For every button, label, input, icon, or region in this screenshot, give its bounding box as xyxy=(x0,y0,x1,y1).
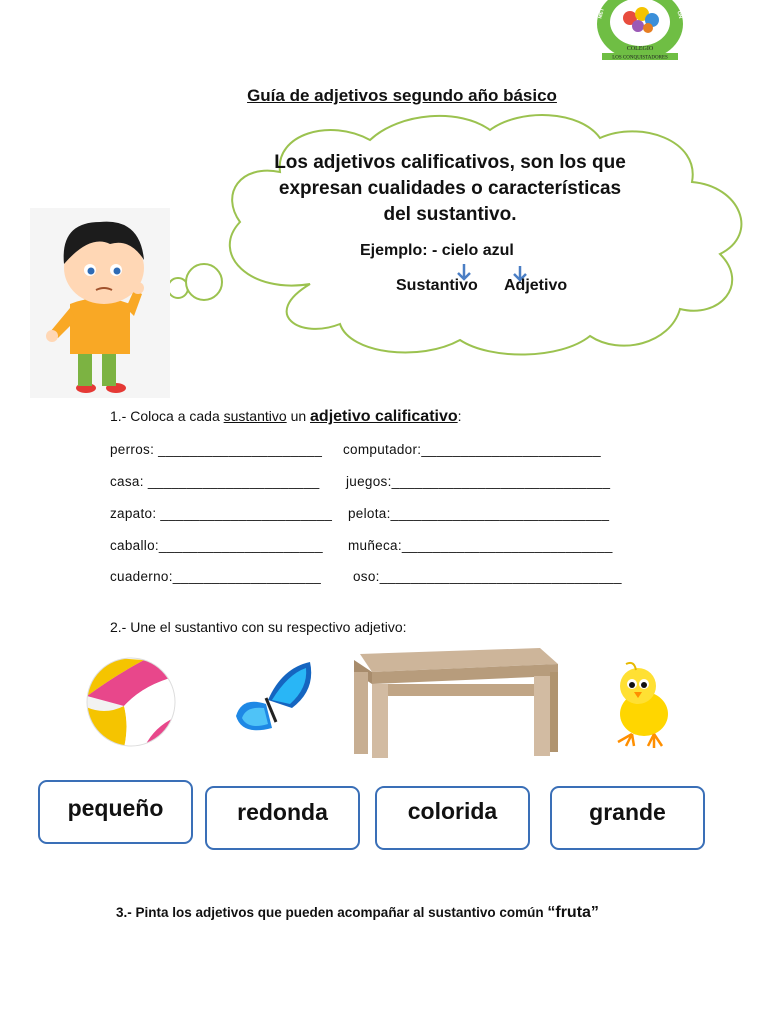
page-title: Guía de adjetivos segundo año básico xyxy=(247,86,557,105)
label-sustantivo: Sustantivo xyxy=(396,277,478,294)
s3-text: 3.- Pinta los adjetivos que pueden acompañar al sustantivo común xyxy=(116,905,544,920)
fill-row-4-left[interactable]: caballo:_____________________ xyxy=(110,538,323,553)
s1-noun-word: sustantivo xyxy=(223,408,287,424)
section3-instruction xyxy=(116,904,599,922)
fill-row-1-left[interactable]: perros: _____________________ xyxy=(110,442,323,457)
section2-instruction: 2.- Une el sustantivo con su respectivo adjetivo: xyxy=(110,619,407,635)
label-adjetivo: Adjetivo xyxy=(504,277,568,294)
fill-row-3-left[interactable]: zapato: ______________________ xyxy=(110,506,333,521)
fill-row-1-right[interactable]: computador:_______________________ xyxy=(343,442,601,457)
word-box-colorida[interactable]: colorida xyxy=(375,786,530,850)
logo-ring-right: ÓN xyxy=(675,10,684,20)
logo-text-name: LOS CONQUISTADORES xyxy=(612,55,668,61)
thinking-boy-image xyxy=(30,208,170,398)
example-text: Ejemplo: - cielo azul xyxy=(360,242,514,259)
word-box-redonda[interactable]: redonda xyxy=(205,786,360,850)
chick-image[interactable] xyxy=(610,660,672,750)
s3-quoted-word: “fruta” xyxy=(547,904,599,921)
fill-row-4-right[interactable]: muñeca:___________________________ xyxy=(348,538,613,553)
s1-mid: un xyxy=(290,408,307,424)
word-box-grande[interactable]: grande xyxy=(550,786,705,850)
fill-row-2-left[interactable]: casa: ______________________ xyxy=(110,474,320,489)
butterfly-image[interactable] xyxy=(232,660,314,738)
thought-cloud xyxy=(160,104,750,360)
beach-ball-image[interactable] xyxy=(84,656,178,748)
fill-row-3-right[interactable]: pelota:____________________________ xyxy=(348,506,610,521)
s1-adj-word: adjetivo calificativo xyxy=(310,408,458,425)
definition-text: Los adjetivos calificativos, son los que expresan cualidades o características del sustantivo. xyxy=(274,152,626,225)
logo-ring-left: MÉT xyxy=(597,7,606,20)
table-image[interactable] xyxy=(350,642,560,758)
fill-row-2-right[interactable]: juegos:____________________________ xyxy=(346,474,611,489)
fill-row-5-left[interactable]: cuaderno:___________________ xyxy=(110,569,322,584)
s1-prefix: 1.- Coloca a cada xyxy=(110,408,220,424)
section1-instruction xyxy=(110,408,462,426)
logo-text-colegio: COLEGIO xyxy=(626,46,654,52)
s1-suffix: : xyxy=(457,408,462,424)
word-box-pequeno[interactable]: pequeño xyxy=(38,780,193,844)
fill-row-5-right[interactable]: oso:_______________________________ xyxy=(353,569,622,584)
school-logo xyxy=(594,0,686,64)
